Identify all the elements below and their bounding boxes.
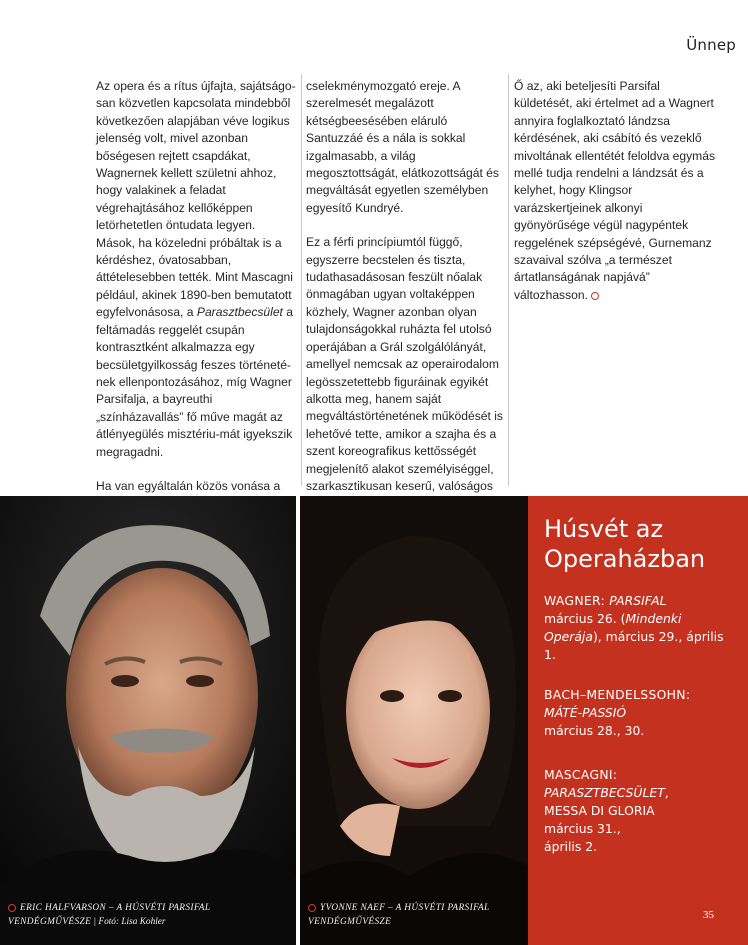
work-title: Parasztbecsület: [196, 305, 283, 320]
bullet-icon: [8, 904, 16, 912]
paragraph: cselekménymozgató ereje. A szerelmesét megalázott kétségbeesésében eláruló Santuzzáé és a nála is sokkal izgalmasabb, a világ megosztottságát, elátkozottságát és megváltását egyetlen személyben egyesítő Kundryé.: [306, 79, 499, 215]
paragraph-text: Az opera és a rítus újfajta, sajátságo-san közvetlen kapcsolata mindebből következően alapjában véve logikus jelenség volt, mivel azonban bőségesen rejtett csapdákat, Wagnernek kellett születni ahhoz, hogy valakinek a feladat végrehajtásához kellőképpen letörhetetlen öntudata legyen. Mások, ha közeledni próbáltak is a kérdéshez, óvatosabban, áttételesebben tették. Mint Mascagni például, akinek 1890-ben bemutatott egyfelvonásosa, a: [96, 79, 296, 320]
portrait-woman-image: [300, 496, 528, 945]
photo-yvonne-naef: [300, 496, 528, 945]
caption-line: YVONNE NAEF – A HÚSVÉTI PARSIFAL: [320, 903, 490, 913]
portrait-man-image: [0, 496, 296, 945]
event-mascagni: [544, 766, 739, 856]
bullet-icon: [308, 904, 316, 912]
caption-line: VENDÉGMŰVÉSZE: [8, 916, 92, 927]
event-dates: március 28., 30.: [544, 723, 645, 738]
sidebar-title: Húsvét az Operaházban: [544, 515, 706, 573]
paragraph: [96, 78, 296, 461]
photo-eric-halfvarson: [0, 496, 296, 945]
caption-line: VENDÉGMŰVÉSZE: [308, 916, 392, 927]
event-work-suffix: ,: [664, 785, 669, 800]
paragraph: Ha van egyáltalán közös vonása a: [96, 478, 281, 493]
event-dates: március 26. (: [544, 611, 626, 626]
paragraph-text: a feltámadás reggelét csupán kontrasztként alkalmazza egy becsületgyilkosság feszes történeté-nek ellenpontozásához, míg Wagner Parsifalja, a bayreuthi „színházavallás” fő műve magát az átlényegülés misztériu-mát igyekszik megragadni.: [96, 305, 294, 459]
event-composer: WAGNER:: [544, 593, 610, 608]
paragraph: Ez a férfi princípiumtól függő, egyszerre becstelen és tiszta, tudathasadásosan feszült nőalak önmagában ugyan voltaképpen közhely, Wagner azonban olyan tulajdonságokkal ruházta fel utolsó operájában a Grál szolgálólányát, amellyel nemcsak az operairodalom legösszetettebb figuráinak egyikét alkotta meg, hanem saját megváltástörténetének működését is lehetővé tette, amikor a szajha és a szent koreografikus kettősségét megjelenítő alakot személyiséggel, szarkasztikusan keserű, valóságos: [306, 235, 503, 493]
event-dates: ), március 29., április 1.: [544, 629, 724, 662]
event-venue: Mindenki Operája: [544, 611, 682, 644]
page-number: 35: [703, 909, 714, 921]
event-mate-passio: [544, 686, 739, 740]
event-composer: BACH–MENDELSSOHN:: [544, 687, 691, 702]
event-sidebar: [528, 496, 748, 945]
caption-line: ERIC HALFVARSON – A HÚSVÉTI PARSIFAL: [20, 903, 211, 913]
section-label: Ünnep: [686, 36, 736, 54]
end-mark-icon: [591, 292, 599, 300]
photo-caption: [8, 902, 210, 929]
event-parsifal: [544, 592, 739, 664]
column-divider: [508, 74, 509, 486]
paragraph: [514, 78, 718, 304]
photo-caption: [308, 902, 490, 929]
event-work: MESSA DI GLORIA: [544, 803, 655, 818]
column-divider: [301, 74, 302, 486]
photo-credit: | Fotó: Lisa Kohler: [91, 916, 166, 927]
event-work: PARSIFAL: [609, 593, 667, 608]
event-composer: MASCAGNI:: [544, 767, 618, 782]
event-work: MÁTÉ-PASSIÓ: [544, 705, 627, 720]
event-dates: április 2.: [544, 839, 598, 854]
paragraph-text: Ő az, aki beteljesíti Parsifal küldetését, aki értelmet ad a Wagnert annyira foglalkoztató lándzsa kérdésének, aki csábító és vezeklő mivoltának ellentétét feloldva egymás mellé tudja rendelni a lándzsát és a kelyhet, hogy Klingsor varázskertjeinek alkonyi gyönyörűsége végül nagypéntek reggelének szépségévé, Gurnemanz szavaival szólva „a természet ártatlanságának napjává” változhasson.: [514, 79, 715, 302]
event-work: PARASZTBECSÜLET: [544, 785, 665, 800]
event-dates: március 31.,: [544, 821, 621, 836]
article-column-3: [514, 78, 718, 321]
